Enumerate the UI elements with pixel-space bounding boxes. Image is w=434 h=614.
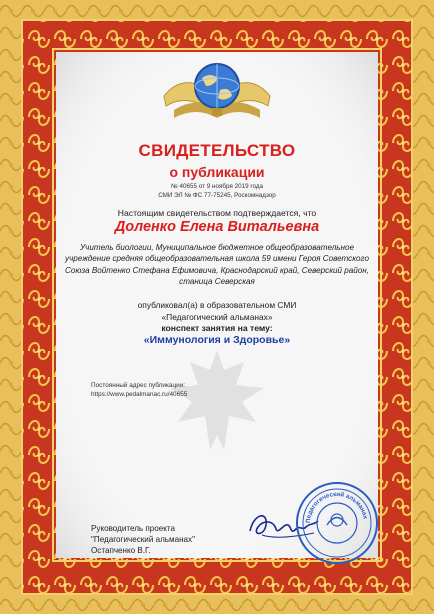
- certificate-title: СВИДЕТЕЛЬСТВО: [138, 141, 296, 160]
- eagle-watermark-icon: [150, 340, 284, 466]
- globe-book-emblem-icon: [160, 56, 274, 130]
- recipient-description: Учитель биологии, Муниципальное бюджетное общеобразовательное учреждение средняя общеобразовательная школа 59 имени Героя Советского Союза Войтенко Стефана Ефимовича, Краснодарский край, Северский район, станица Северская: [64, 243, 370, 287]
- confirmation-text: Настоящим свидетельством подтверждается, что: [117, 208, 317, 218]
- publication-url[interactable]: https://www.pedalmanac.ru/40655: [91, 391, 188, 398]
- address-label: Постоянный адрес публикации:: [91, 382, 186, 389]
- media-registration: СМИ ЭЛ № ФС 77-75245, Роскомнадзор: [158, 192, 276, 199]
- project-head-name: Остапченко В.Г.: [91, 546, 151, 555]
- certificate-subtitle: о публикации: [169, 164, 265, 180]
- media-name: «Педагогический альманах»: [161, 312, 273, 322]
- svg-text:Педагогический альманах: Педагогический альманах: [304, 490, 369, 524]
- material-type: конспект занятия на тему:: [161, 323, 273, 333]
- project-head-almanac: "Педагогический альманах": [91, 535, 195, 544]
- published-in-text: опубликовал(а) в образовательном СМИ: [137, 300, 297, 310]
- certificate-number: № 40655 от 9 ноября 2019 года: [170, 183, 264, 190]
- project-head-label: Руководитель проекта: [91, 524, 176, 533]
- round-stamp-icon: [294, 480, 380, 566]
- recipient-name: Доленко Елена Витальевна: [114, 219, 320, 235]
- publication-topic: «Иммунология и Здоровье»: [143, 334, 291, 346]
